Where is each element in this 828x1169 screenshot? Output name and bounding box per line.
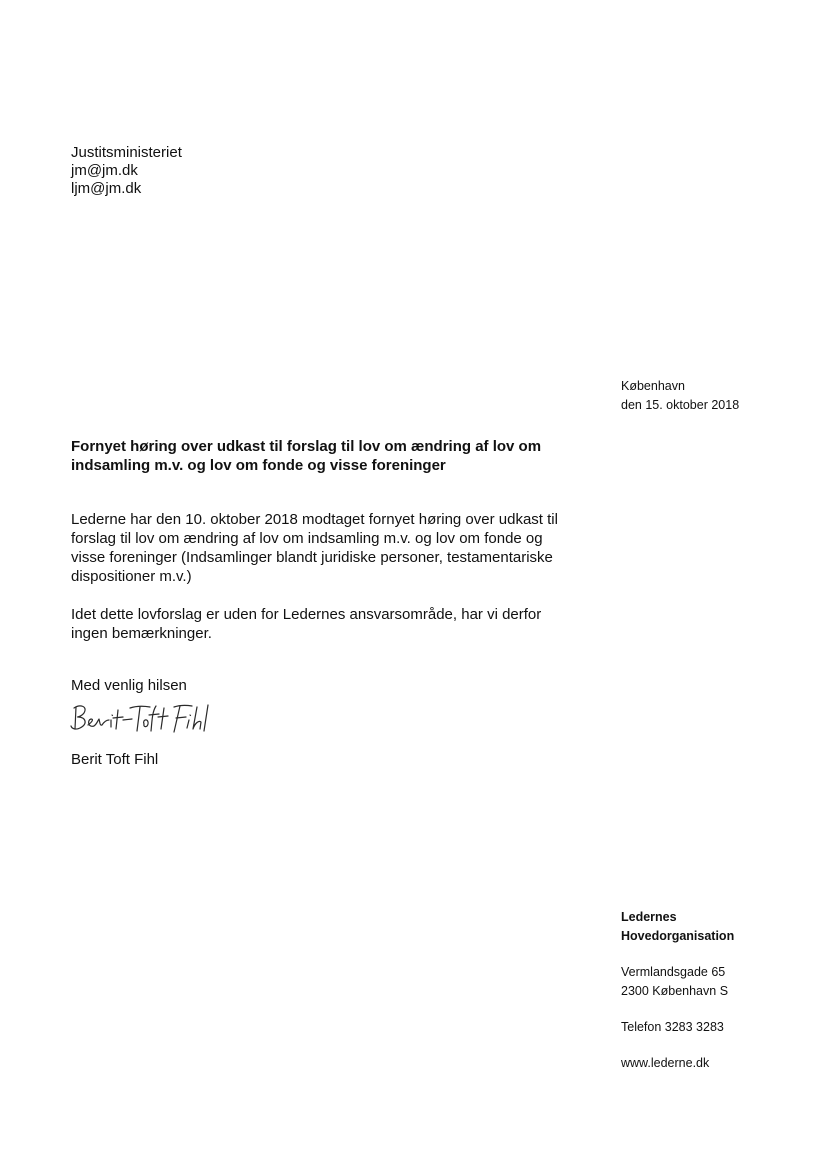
letter-subject: Fornyet høring over udkast til forslag til lov om ændring af lov om indsamling m.v. og lov om fonde og visse foreninger	[71, 438, 542, 474]
body-paragraph-1: Lederne har den 10. oktober 2018 modtaget fornyet høring over udkast til forslag til lov om ændring af lov om indsamling m.v. og lov om fonde og visse foreninger (Indsamlinger blandt juridiske personer, testamentariske dispositioner m.v.)	[71, 511, 558, 585]
recipient-email-secondary: ljm@jm.dk	[71, 180, 142, 197]
recipient-address	[71, 144, 182, 198]
letter-city: København	[621, 379, 685, 393]
organization-footer	[621, 908, 734, 1073]
letter-date: den 15. oktober 2018	[621, 398, 740, 412]
org-name-line2: Hovedorganisation	[621, 929, 735, 943]
org-name-line1: Ledernes	[621, 910, 677, 924]
closing-greeting: Med venlig hilsen	[71, 677, 187, 694]
org-street: Vermlandsgade 65	[621, 965, 726, 979]
recipient-name: Justitsministeriet	[71, 144, 182, 161]
handwritten-signature	[66, 698, 226, 740]
signer-name: Berit Toft Fihl	[71, 751, 159, 768]
body-paragraph-2: Idet dette lovforslag er uden for Ledernes ansvarsområde, har vi derfor ingen bemærkninger.	[71, 606, 542, 642]
letter-body	[71, 510, 571, 662]
org-phone: Telefon 3283 3283	[621, 1020, 724, 1034]
recipient-email: jm@jm.dk	[71, 162, 138, 179]
org-website[interactable]: www.lederne.dk	[621, 1056, 710, 1070]
place-and-date	[621, 377, 739, 415]
org-city: 2300 København S	[621, 984, 729, 998]
